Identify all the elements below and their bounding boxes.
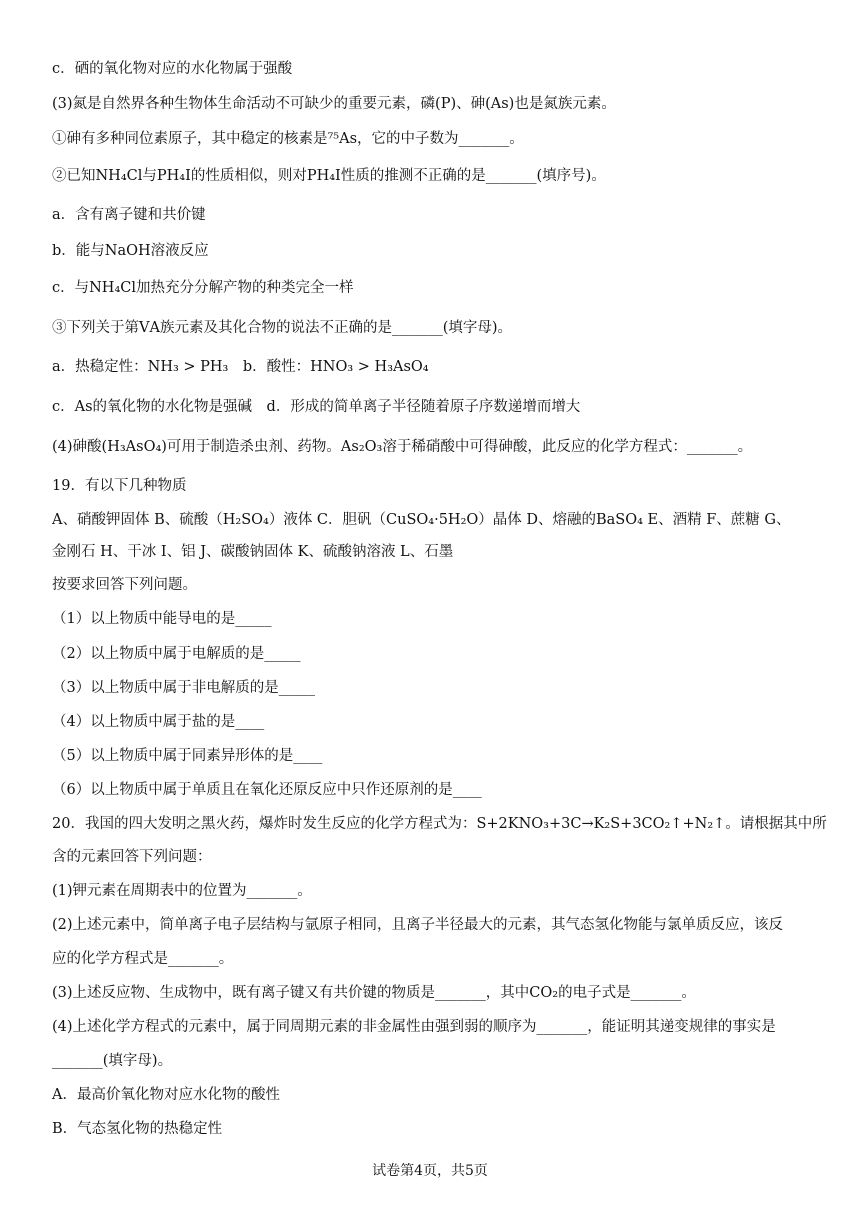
- text-line: a．热稳定性：NH₃ > PH₃ b．酸性：HNO₃ > H₃AsO₄: [52, 359, 429, 375]
- text-line: ①砷有多种同位素原子，其中稳定的核素是⁷⁵As，它的中子数为_______。: [52, 131, 524, 147]
- text-line: ②已知NH₄Cl与PH₄I的性质相似，则对PH₄I性质的推测不正确的是_______(填序号)。: [52, 168, 606, 184]
- text-line: _______(填字母)。: [52, 1053, 173, 1069]
- text-line: 按要求回答下列问题。: [52, 577, 197, 593]
- text-line: A、硝酸钾固体 B、硫酸（H₂SO₄）液体 C．胆矾（CuSO₄·5H₂O）晶体 D、熔融的BaSO₄ E、酒精 F、蔗糖 G、: [52, 512, 791, 528]
- text-line: (2)上述元素中，简单离子电子层结构与氩原子相同，且离子半径最大的元素，其气态氢化物能与氯单质反应，该反: [52, 917, 784, 933]
- text-line: b．能与NaOH溶液反应: [52, 243, 209, 259]
- text-line: （2）以上物质中属于电解质的是_____: [52, 646, 301, 662]
- text-line: c．与NH₄Cl加热充分分解产物的种类完全一样: [52, 280, 354, 296]
- text-line: （6）以上物质中属于单质且在氧化还原反应中只作还原剂的是____: [52, 782, 482, 798]
- text-line: B．气态氢化物的热稳定性: [52, 1121, 223, 1137]
- text-line: (3)氮是自然界各种生物体生命活动不可缺少的重要元素，磷(P)、砷(As)也是氮族元素。: [52, 96, 616, 112]
- text-line: 含的元素回答下列问题：: [52, 849, 212, 865]
- page-footer: 试卷第4页，共5页: [372, 1163, 488, 1179]
- text-line: (4)上述化学方程式的元素中，属于同周期元素的非金属性由强到弱的顺序为_______，能证明其递变规律的事实是: [52, 1019, 776, 1035]
- text-line: （3）以上物质中属于非电解质的是_____: [52, 680, 315, 696]
- text-line: A．最高价氧化物对应水化物的酸性: [52, 1087, 280, 1103]
- text-line: (3)上述反应物、生成物中，既有离子键又有共价键的物质是_______，其中CO₂的电子式是_______。: [52, 985, 696, 1001]
- text-line: c．硒的氧化物对应的水化物属于强酸: [52, 61, 293, 77]
- text-line: ③下列关于第ⅤA族元素及其化合物的说法不正确的是_______(填字母)。: [52, 320, 513, 336]
- text-line: a．含有离子键和共价键: [52, 207, 206, 223]
- text-line: 应的化学方程式是_______。: [52, 951, 234, 967]
- question-heading: 20．我国的四大发明之黑火药，爆炸时发生反应的化学方程式为：S+2KNO₃+3C→K₂S+3CO₂↑+N₂↑。请根据其中所: [52, 816, 827, 832]
- text-line: (4)砷酸(H₃AsO₄)可用于制造杀虫剂、药物。As₂O₃溶于稀硝酸中可得砷酸，此反应的化学方程式：_______。: [52, 439, 753, 455]
- text-line: (1)钾元素在周期表中的位置为_______。: [52, 883, 312, 899]
- text-line: （4）以上物质中属于盐的是____: [52, 714, 265, 730]
- question-heading: 19．有以下几种物质: [52, 478, 187, 494]
- text-line: c．As的氧化物的水化物是强碱 d．形成的简单离子半径随着原子序数递增而增大: [52, 399, 581, 415]
- text-line: （5）以上物质中属于同素异形体的是____: [52, 748, 323, 764]
- text-line: 金刚石 H、干冰 I、铝 J、碳酸钠固体 K、硫酸钠溶液 L、石墨: [52, 544, 454, 560]
- text-line: （1）以上物质中能导电的是_____: [52, 611, 272, 627]
